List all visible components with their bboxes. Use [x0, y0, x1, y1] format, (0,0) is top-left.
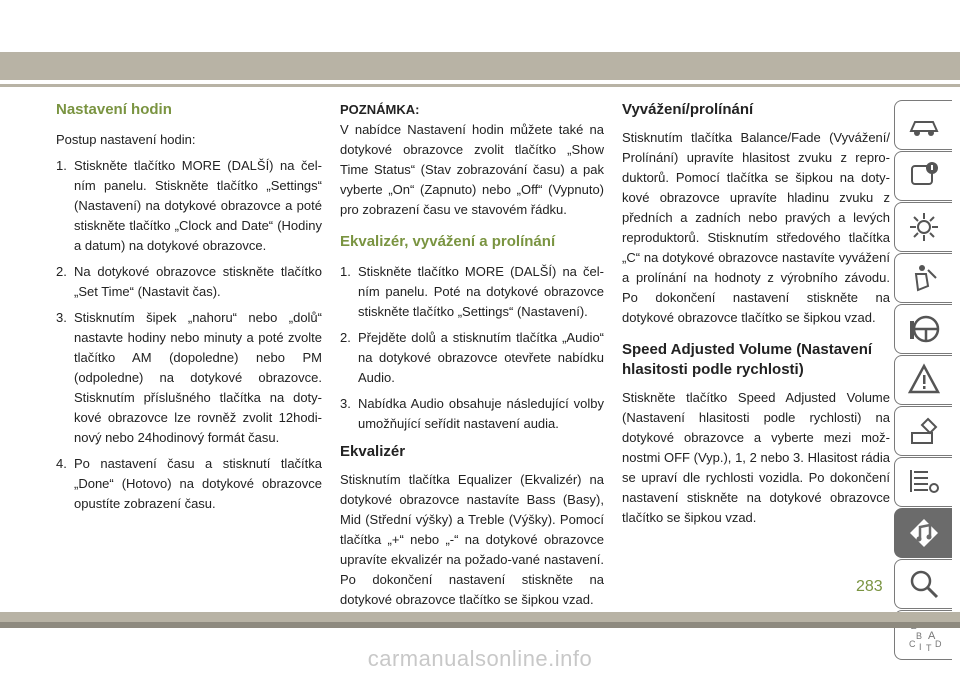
- multimedia-icon: [906, 515, 942, 551]
- section-heading-clock: Nastavení hodin: [56, 101, 172, 118]
- index-letter: C: [908, 639, 915, 649]
- clock-steps: [56, 156, 322, 514]
- info-icon: [906, 158, 942, 194]
- equalizer-paragraph: Stisknutím tlačítka Equalizer (Ekvalizér) na dotykové obrazovce nastavíte Bass (Basy), Mid (Střední výšky) a Treble (Výšky). Pomocí tlačítka „+“ nebo „-“ na dotykové obrazovce upravíte ekvalizér na požado-vané nastavení. Po dokončení nastavení stiskněte na dotykové obrazovce tlačítko se šipkou vzad.: [340, 472, 604, 607]
- note-title: POZNÁMKA:: [340, 102, 420, 117]
- subheading-equalizer: Ekvalizér: [340, 443, 406, 460]
- chapter-tabs: [894, 100, 960, 661]
- warning-lights-icon: [906, 209, 942, 245]
- heading-balance-fade: Vyvážení/prolínání: [622, 101, 754, 118]
- tab-maintenance[interactable]: [894, 406, 952, 456]
- tab-specifications[interactable]: [894, 457, 952, 507]
- header-rule: [0, 84, 960, 87]
- tab-car[interactable]: [894, 100, 952, 150]
- page-number: 283: [856, 578, 883, 595]
- tab-safety[interactable]: [894, 253, 952, 303]
- heading-speed-volume: Speed Adjusted Volume (Nastavení hlasitosti podle rychlosti): [622, 341, 873, 378]
- tab-info[interactable]: [894, 151, 952, 201]
- safety-icon: [906, 260, 942, 296]
- index-letter: B: [915, 631, 922, 641]
- speed-volume-paragraph: Stiskněte tlačítko Speed Adjusted Volume (Nastavení hlasitosti podle rychlosti) na dotykové obrazovce a vyberte mezi mož-nostmi OFF (Vyp.), 1, 2 nebo 3. Hlasitost rádia se upraví dle rychlosti vozidla. Po dokončení nastavení stiskněte na dotykové obrazovce tlačítko se šipkou vzad.: [622, 390, 890, 525]
- header-band: [0, 52, 960, 80]
- list-item: 3. Stisknutím šipek „nahoru“ nebo „dolů“ nastavte hodiny nebo minuty a poté zvolte tlačítko AM (dopoledne) nebo PM (odpoledne) na dotykové obrazovce. Stisknutím příslušného tlačítka na doty-kové obrazovce lze rovněž zvolit 12hodi-nový nebo 24hodinový formát času.: [56, 310, 322, 445]
- wheel-icon: [906, 311, 942, 347]
- tab-search[interactable]: [894, 559, 952, 609]
- list-item: 1. Stiskněte tlačítko MORE (DALŠÍ) na čel-ním panelu. Stiskněte tlačítko „Settings“ (Nastavení) na dotykové obrazovce a poté stiskněte tlačítko „Clock and Date“ (Hodiny a datum) na dotykové obrazovce.: [56, 158, 322, 253]
- spec-icon: [906, 464, 942, 500]
- index-letter: I: [918, 642, 922, 652]
- car-icon: [906, 107, 942, 143]
- wrench-icon: [906, 413, 942, 449]
- column-clock-settings: [56, 100, 322, 520]
- clock-intro: Postup nastavení hodin:: [56, 132, 196, 147]
- equalizer-steps: [340, 262, 604, 434]
- list-item: 1. Stiskněte tlačítko MORE (DALŠÍ) na čel-ním panelu. Poté na dotykové obrazovce stiskněte tlačítko „Settings“ (Nastavení).: [340, 264, 604, 319]
- tab-multimedia[interactable]: [894, 508, 952, 558]
- index-letter: D: [934, 639, 941, 649]
- index-letter: A: [927, 630, 935, 642]
- watermark: carmanualsonline.info: [367, 646, 593, 671]
- search-icon: [906, 566, 942, 602]
- tab-roadside[interactable]: [894, 355, 952, 405]
- list-item: 2. Přejděte dolů a stisknutím tlačítka „Audio“ na dotykové obrazovce otevřete nabídku Audio.: [340, 330, 604, 385]
- roadside-icon: [906, 362, 942, 398]
- column-balance: [622, 100, 890, 534]
- section-heading-equalizer: Ekvalizér, vyvážení a prolínání: [340, 233, 556, 250]
- balance-paragraph: Stisknutím tlačítka Balance/Fade (Vyvážení/ Prolínání) upravíte hlasitost zvuku z repro-duktorů. Pomocí tlačítka se šipkou na doty-kové obrazovce upravíte hladinu zvuku z předních a zadních nebo pravých a levých reproduktorů. Stisknutím středového tlačítka „C“ na dotykové obrazovce nastavíte vyvážení a prolínání na hodnoty z výrobního závodu. Po dokončení nastavení stiskněte na dotykové obrazovce tlačítko se šipkou vzad.: [622, 130, 890, 325]
- tab-wheel[interactable]: [894, 304, 952, 354]
- footer-rule: [0, 622, 960, 628]
- list-item: 2. Na dotykové obrazovce stiskněte tlačítko „Set Time“ (Nastavit čas).: [56, 264, 322, 299]
- list-item: 4. Po nastavení času a stisknutí tlačítka „Done“ (Hotovo) na dotykové obrazovce opustíte zobrazení času.: [56, 456, 322, 511]
- list-item: 3. Nabídka Audio obsahuje následující volby umožňující seřídit nastavení audia.: [340, 396, 604, 431]
- index-letter: T: [925, 643, 931, 653]
- column-equalizer: [340, 100, 604, 616]
- note-text: V nabídce Nastavení hodin můžete také na dotykové obrazovce zvolit tlačítko „Show Time Status“ (Stav zobrazování času) a pak vyberte „On“ (Zapnuto) nebo „Off“ (Vypnuto) pro zobrazení času ve stavovém řádku.: [340, 122, 604, 217]
- tab-warning-lights[interactable]: [894, 202, 952, 252]
